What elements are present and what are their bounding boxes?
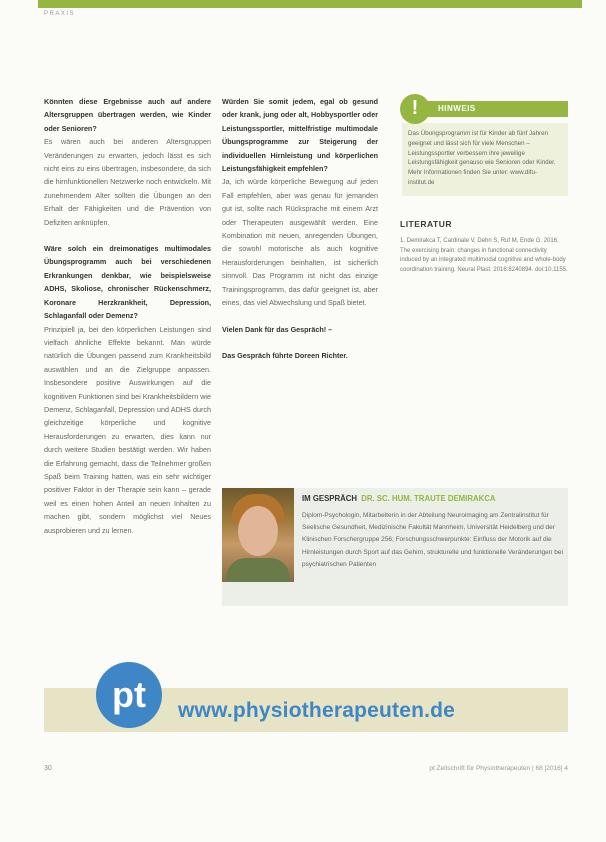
answer-3: Ja, ich würde körperliche Bewegung auf jeden Fall empfehlen, aber was genau für jemanden gut ist, sollte nach Rücksprache mit einem Arzt oder Therapeuten ausgewählt werden. Eine Kombination mit neuen, anregenden Übungen, die sowohl motorische als auch kognitive Herausforderungen beinhalten, ist sicherlich sinnvoll. Das Programm ist nicht das einzige Trainingsprogramm, das dafür geeignet ist, aber eines, das viel Abwechslung und Spaß bietet. (222, 177, 378, 308)
hinweis-header (400, 95, 568, 123)
question-2: Wäre solch ein dreimonatiges multimodales Übungsprogramm auch bei verschiedenen Erkrankungen denkbar, wie beispielsweise ADHS, Skoliose, chronischer Rückenschmerz, Koronare Herzkrankheit, Depression, Schlaganfall oder Demenz? (44, 244, 211, 321)
literatur-text: 1. Demirakca T, Cardinale V, Dehn S, Ruf M, Ende G. 2016. The exercising brain: changes in functional connectivity induced by an integrated multimodal cognitive and whole-body coordination training. Neural Plast. 2016:8240894. doi:10.1155. (400, 238, 568, 273)
journal-footer: pt Zeitschrift für Physiotherapeuten | 68 [2016] 4 (429, 765, 568, 772)
interview-heading (302, 494, 564, 503)
hinweis-text: Das Übungsprogramm ist für Kinder ab fünf Jahren geeignet und lässt sich für viele Menschen – Leistungssportler verbessern ihre jeweilige Leistungsfähigkeit genauso wie Senioren oder Kinder. Mehr Informationen finden Sie unter: www.difu-institut.de (402, 123, 568, 196)
interview-label: IM GESPRÄCH (302, 494, 358, 503)
exclamation-icon: ! (400, 94, 430, 124)
portrait-photo (222, 488, 294, 582)
pt-logo: pt (96, 662, 162, 728)
answer-2: Prinzipiell ja, bei den körperlichen Leistungen sind vielfach ähnliche Effekte bekannt. Man würde natürlich die Übungen passend zum Krankheitsbild auswählen und an die Zielgruppe anpassen. Insbesondere positive Auswirkungen auf die kognitiven Funktionen sind bei Krankheitsbildern wie Demenz, Schlaganfall, Depression und ADHS durch gleichzeitige körperliche und kognitive Herausforderungen zu erwarten, dies kann nur durch weitere Studien bestätigt werden. Wir haben die Erfahrung gemacht, dass die Teilnehmer großen Spaß beim Training hatten, was ein sehr wichtiger positiver Faktor in der Therapie sein kann – gerade weil es einen hohen Anteil an neuen Inhalten zu machen gibt, sondern möglichst viel Neues ausprobieren und zu lernen. (44, 324, 212, 535)
interviewer-credit: Das Gespräch führte Doreen Richter. (222, 350, 348, 360)
website-url-link[interactable]: www.physiotherapeuten.de (178, 699, 456, 722)
column-middle (222, 95, 378, 362)
section-label: PRAXIS (44, 11, 76, 17)
question-3: Würden Sie somit jedem, egal ob gesund oder krank, jung oder alt, Hobbysportler oder Leistungssportler, mittelfristige multimodale Übungsprogramme zur Steigerung der individuellen Hirnleistung und körperlichen Leistungsfähigkeit empfehlen? (222, 97, 378, 174)
answer-1: Es wären auch bei anderen Altersgruppen Veränderungen zu erwarten, jedoch lässt es sich nicht eins zu eins übertragen, insbesondere, da sich die hirnfunktionellen Netzwerke noch entwickeln. Mit zunehmendem Alter sollten die Übungen an den Erhalt der Fähigkeiten und die Prävention von Defiziten anknüpfen. (44, 137, 211, 227)
column-left (44, 95, 211, 537)
literatur-title: LITERATUR (400, 218, 453, 229)
top-color-bar (38, 0, 582, 8)
interview-box (222, 488, 568, 606)
interviewee-name: DR. SC. HUM. TRAUTE DEMIRAKCA (361, 494, 496, 503)
page-number: 30 (44, 765, 52, 772)
closing-thanks: Vielen Dank für das Gespräch! – (222, 324, 333, 334)
interviewee-bio: Diplom-Psychologin, Mitarbeiterin in der Abteilung Neuroimaging am Zentralinstitut für Seelische Gesundheit, Medizinische Fakultät Mannheim, Universität Heidelberg und der Klinischen Forschergruppe 256; Forschungsschwerpunkte: Einfluss der Motorik auf die Hirnleistungen durch Sport auf das Gehirn, strukturelle und funktionelle Veränderungen bei psychiatrischen Patienten (302, 512, 563, 568)
hinweis-title: HINWEIS (426, 101, 568, 117)
column-right (400, 95, 568, 276)
question-1: Könnten diese Ergebnisse auch auf andere Altersgruppen übertragen werden, wie Kinder oder Senioren? (44, 97, 211, 133)
